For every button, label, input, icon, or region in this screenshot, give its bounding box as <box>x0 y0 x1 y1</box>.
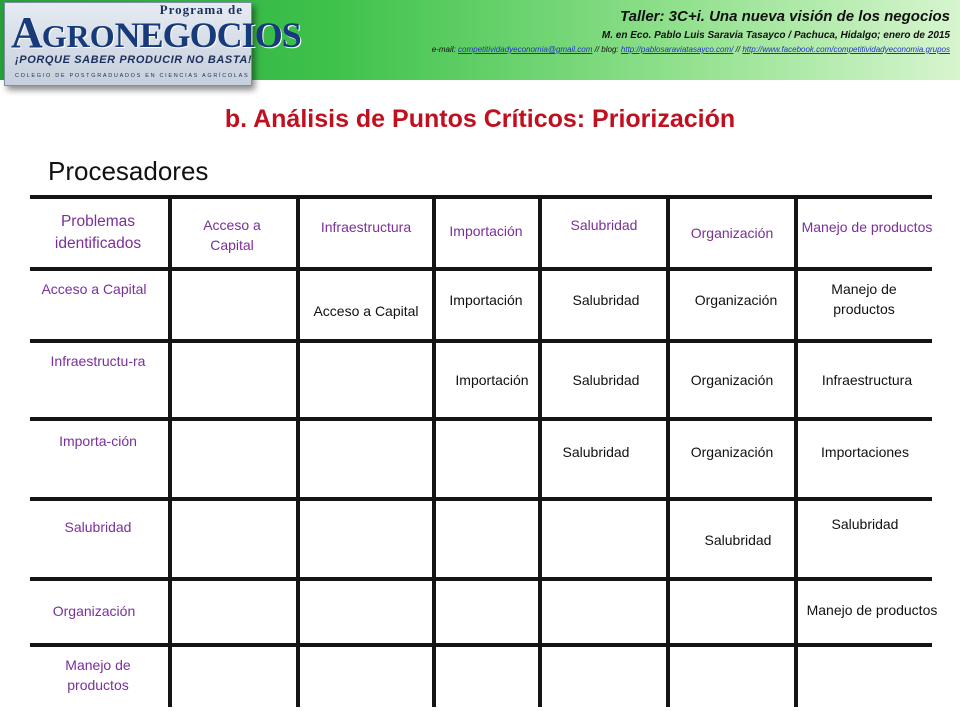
grid-line <box>432 195 436 707</box>
prioritization-matrix <box>30 195 938 707</box>
row-header-salubridad: Salubridad <box>64 518 132 535</box>
table-cell: Acceso a Capital <box>313 302 419 319</box>
corner-header: Problemas identificados <box>54 212 142 252</box>
table-cell: Infraestructura <box>821 371 913 388</box>
workshop-title: Taller: 3C+i. Una nueva visión de los negocios <box>620 8 950 25</box>
section-label: Procesadores <box>48 156 209 186</box>
col-header-acceso-capital: Acceso a Capital <box>203 216 261 253</box>
grid-line <box>168 195 172 707</box>
row-header-acceso-capital: Acceso a Capital <box>41 280 147 297</box>
agronegocios-logo <box>4 2 301 86</box>
row-header-manejo-productos: Manejo de productos <box>65 656 131 693</box>
table-cell: Organización <box>690 443 774 460</box>
table-cell: Importación <box>455 371 529 388</box>
blog-link[interactable]: http://pablosaraviatasayco.com/ <box>620 45 734 54</box>
grid-line <box>30 643 932 647</box>
grid-line <box>794 195 798 707</box>
email-link[interactable]: competitividadyeconomia@gmail.com <box>458 45 593 54</box>
logo-program-text: Programa de <box>159 2 243 17</box>
table-cell: Salubridad <box>572 371 640 388</box>
table-cell: Importación <box>449 291 523 308</box>
grid-line <box>30 497 932 501</box>
table-cell: Salubridad <box>572 291 640 308</box>
grid-line <box>30 339 932 343</box>
table-cell: Salubridad <box>562 443 630 460</box>
table-cell: Organización <box>690 371 774 388</box>
grid-line <box>296 195 300 707</box>
table-cell: Manejo de productos <box>806 601 938 618</box>
row-header-importacion: Importa-ción <box>59 432 137 449</box>
email-label: e-mail: <box>431 45 456 54</box>
col-header-importacion: Importación <box>449 222 523 239</box>
logo-college: COLEGIO DE POSTGRADUADOS EN CIENCIAS AGRÍCOLAS <box>15 73 250 79</box>
grid-line <box>538 195 542 707</box>
grid-line <box>30 577 932 581</box>
blog-label: // blog: <box>594 45 619 54</box>
author-line: M. en Eco. Pablo Luis Saravia Tasayco / Pachuca, Hidalgo; enero de 2015 <box>601 30 950 41</box>
slide-title: b. Análisis de Puntos Críticos: Priorización <box>224 105 736 133</box>
table-cell: Organización <box>694 291 778 308</box>
table-cell: Manejo de productos <box>831 280 897 317</box>
col-header-manejo-productos: Manejo de productos <box>801 218 933 235</box>
header-banner <box>0 0 960 80</box>
col-header-organizacion: Organización <box>690 224 774 241</box>
grid-line <box>30 417 932 421</box>
table-cell: Importaciones <box>821 443 909 460</box>
grid-line <box>30 195 932 199</box>
logo-brand-text: AGRONEGOCIOS <box>11 8 301 57</box>
logo-tagline: ¡PORQUE SABER PRODUCIR NO BASTA! <box>15 54 253 66</box>
link-separator: // <box>735 45 741 54</box>
table-cell: Salubridad <box>704 531 772 548</box>
grid-line <box>30 267 932 271</box>
facebook-link[interactable]: http://www.facebook.com/competitividadyeconomia.grupos <box>742 45 950 54</box>
row-header-organizacion: Organización <box>52 602 136 619</box>
col-header-salubridad: Salubridad <box>570 216 638 233</box>
row-header-infraestructura: Infraestructu-ra <box>50 352 146 369</box>
contact-links <box>432 45 950 54</box>
col-header-infraestructura: Infraestructura <box>320 218 412 235</box>
table-cell: Salubridad <box>831 515 899 532</box>
